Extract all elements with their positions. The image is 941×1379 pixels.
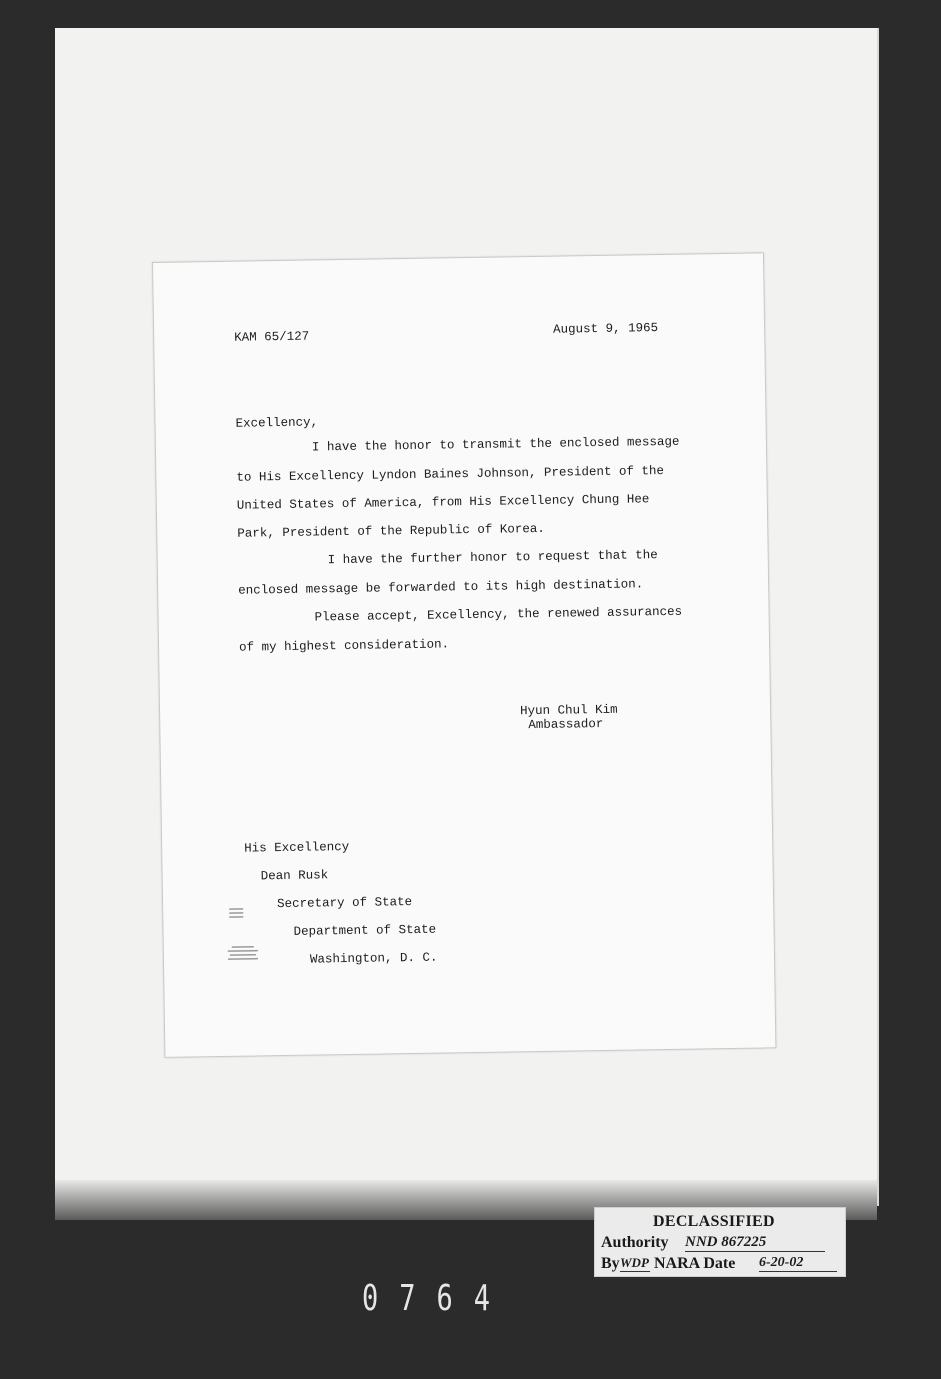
- nara-date-value: 6-20-02: [759, 1255, 837, 1272]
- by-label: By: [601, 1255, 620, 1272]
- declassification-stamp: [594, 1207, 846, 1277]
- authority-value: NND 867225: [685, 1234, 825, 1252]
- letter-reference: KAM 65/127: [234, 329, 310, 345]
- address-line: His Excellency: [244, 839, 350, 856]
- address-line: Dean Rusk: [260, 868, 329, 884]
- signature-name: Hyun Chul Kim: [519, 702, 618, 719]
- received-stamp-graphic: [223, 891, 264, 962]
- body-line: Park, President of the Republic of Korea.: [237, 521, 545, 541]
- nara-date-label: NARA Date: [654, 1255, 736, 1272]
- body-line: Please accept, Excellency, the renewed assurances: [314, 604, 683, 625]
- letter-salutation: Excellency,: [235, 415, 319, 431]
- body-line: of my highest consideration.: [238, 637, 450, 655]
- letter-date: August 9, 1965: [553, 321, 659, 337]
- address-line: Department of State: [293, 922, 437, 939]
- signature-title: Ambassador: [528, 716, 604, 733]
- frame-number: 0764: [362, 1278, 512, 1319]
- letter-page: [152, 252, 776, 1058]
- address-line: Washington, D. C.: [309, 950, 438, 967]
- authority-label: Authority: [601, 1234, 669, 1251]
- address-line: Secretary of State: [276, 894, 413, 912]
- body-line: I have the further honor to request that the: [327, 548, 658, 568]
- by-value: WDP: [620, 1255, 649, 1270]
- body-line: enclosed message be forwarded to its high destination.: [238, 577, 644, 598]
- body-line: I have the honor to transmit the enclosed message: [311, 434, 680, 455]
- body-line: United States of America, from His Excellency Chung Hee: [236, 492, 650, 513]
- body-line: to His Excellency Lyndon Baines Johnson, President of the: [236, 463, 665, 485]
- declassified-title: DECLASSIFIED: [653, 1213, 775, 1230]
